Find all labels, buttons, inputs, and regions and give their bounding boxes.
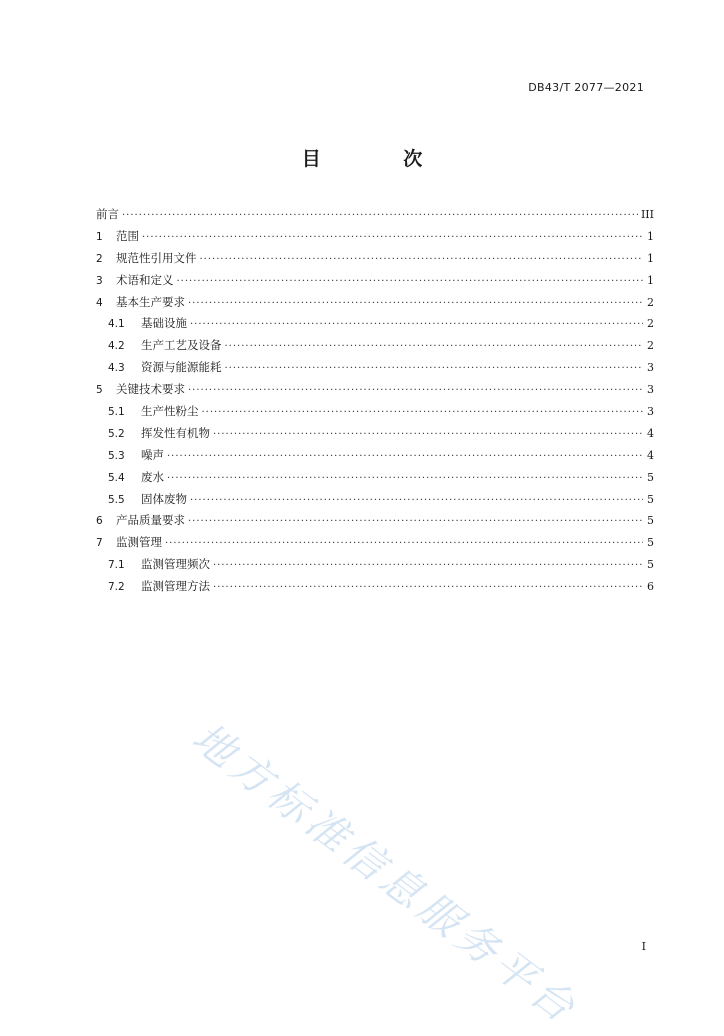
toc-entry-title: 生产性粉尘 — [141, 404, 199, 419]
toc-entry-title: 基础设施 — [141, 316, 187, 331]
toc-entry-title: 挥发性有机物 — [141, 425, 210, 440]
toc-dot-leader — [122, 205, 638, 227]
toc-entry-number: 2 — [96, 252, 103, 265]
toc-entry-title: 资源与能源能耗 — [141, 360, 222, 375]
toc-entry-title: 范围 — [116, 228, 139, 243]
toc-entry-page: 1 — [647, 229, 654, 243]
toc-entry-page: 3 — [647, 405, 654, 419]
toc-dot-leader — [202, 402, 644, 424]
toc-entry[interactable] — [96, 532, 654, 554]
toc-entry[interactable] — [96, 313, 654, 335]
toc-dot-leader — [190, 490, 643, 512]
toc-entry-number: 5.4 — [108, 471, 125, 484]
toc-entry-title: 监测管理方法 — [141, 579, 210, 594]
toc-entry-number: 5.3 — [108, 449, 125, 462]
toc-entry[interactable] — [96, 204, 654, 226]
toc-entry-page: 2 — [647, 339, 654, 353]
toc-entry-number: 5 — [96, 384, 103, 397]
toc-entry-title: 术语和定义 — [116, 272, 174, 287]
toc-dot-leader — [225, 336, 644, 358]
toc-dot-leader — [213, 424, 643, 446]
page-number: I — [641, 940, 646, 953]
toc-dot-leader — [167, 468, 643, 490]
toc-entry-page: 6 — [647, 580, 654, 594]
toc-entry-page: 5 — [647, 536, 654, 550]
toc-dot-leader — [142, 227, 643, 249]
toc-entry[interactable] — [96, 379, 654, 401]
toc-entry[interactable] — [96, 445, 654, 467]
toc-entry-title: 产品质量要求 — [116, 513, 185, 528]
page-title: 目 次 — [301, 148, 461, 170]
toc-entry-number: 4 — [96, 296, 103, 309]
toc-entry[interactable] — [96, 401, 654, 423]
toc-entry[interactable] — [96, 489, 654, 511]
toc-entry-page: 2 — [647, 295, 654, 309]
toc-entry-number: 7.2 — [108, 581, 125, 594]
toc-entry-number: 4.3 — [108, 362, 125, 375]
toc-entry-title: 固体废物 — [141, 491, 187, 506]
toc-entry-title: 噪声 — [141, 447, 164, 462]
toc-entry-number: 3 — [96, 274, 103, 287]
toc-entry-number: 4.1 — [108, 318, 125, 331]
toc-entry-number: 5.2 — [108, 427, 125, 440]
toc-entry-page: 4 — [647, 426, 654, 440]
toc-entry-page: 5 — [647, 514, 654, 528]
toc-dot-leader — [167, 446, 643, 468]
toc-entry-title: 废水 — [141, 469, 164, 484]
toc-entry-title: 监测管理频次 — [141, 557, 210, 572]
toc-entry-number: 7.1 — [108, 559, 125, 572]
toc-dot-leader — [188, 511, 643, 533]
toc-dot-leader — [177, 271, 644, 293]
toc-entry-page: 1 — [647, 273, 654, 287]
toc-entry-title: 监测管理 — [116, 535, 162, 550]
toc-entry-number: 4.2 — [108, 340, 125, 353]
toc-entry-title: 基本生产要求 — [116, 294, 185, 309]
toc-entry[interactable] — [96, 423, 654, 445]
watermark: 地方标准信息服务平台 — [183, 713, 588, 1035]
toc-entry-page: 1 — [647, 251, 654, 265]
toc-entry-page: 3 — [647, 361, 654, 375]
toc-dot-leader — [188, 293, 643, 315]
toc-entry-page: 4 — [647, 448, 654, 462]
table-of-contents — [96, 204, 654, 598]
toc-dot-leader — [213, 555, 643, 577]
toc-dot-leader — [213, 577, 643, 599]
toc-dot-leader — [190, 314, 643, 336]
toc-entry[interactable] — [96, 510, 654, 532]
toc-dot-leader — [165, 533, 643, 555]
document-code: DB43/T 2077—2021 — [528, 81, 644, 94]
toc-dot-leader — [200, 249, 644, 271]
toc-entry[interactable] — [96, 292, 654, 314]
toc-entry[interactable] — [96, 467, 654, 489]
toc-entry-page: III — [640, 208, 654, 221]
toc-entry-number: 5.1 — [108, 406, 125, 419]
toc-dot-leader — [188, 380, 643, 402]
toc-entry-page: 5 — [647, 470, 654, 484]
toc-entry-page: 5 — [647, 558, 654, 572]
toc-entry-page: 3 — [647, 383, 654, 397]
toc-entry-number: 5.5 — [108, 493, 125, 506]
toc-entry-title: 关键技术要求 — [116, 382, 185, 397]
toc-entry-number: 7 — [96, 537, 103, 550]
toc-entry-number: 6 — [96, 515, 103, 528]
toc-entry-page: 2 — [647, 317, 654, 331]
toc-dot-leader — [225, 358, 644, 380]
toc-entry-number: 1 — [96, 230, 103, 243]
toc-entry-title: 生产工艺及设备 — [141, 338, 222, 353]
toc-entry[interactable] — [96, 270, 654, 292]
toc-entry[interactable] — [96, 554, 654, 576]
toc-entry-title: 前言 — [96, 207, 119, 221]
toc-entry[interactable] — [96, 357, 654, 379]
toc-entry[interactable] — [96, 248, 654, 270]
toc-entry-title: 规范性引用文件 — [116, 250, 197, 265]
toc-entry-page: 5 — [647, 492, 654, 506]
toc-entry[interactable] — [96, 226, 654, 248]
toc-entry[interactable] — [96, 576, 654, 598]
toc-entry[interactable] — [96, 335, 654, 357]
